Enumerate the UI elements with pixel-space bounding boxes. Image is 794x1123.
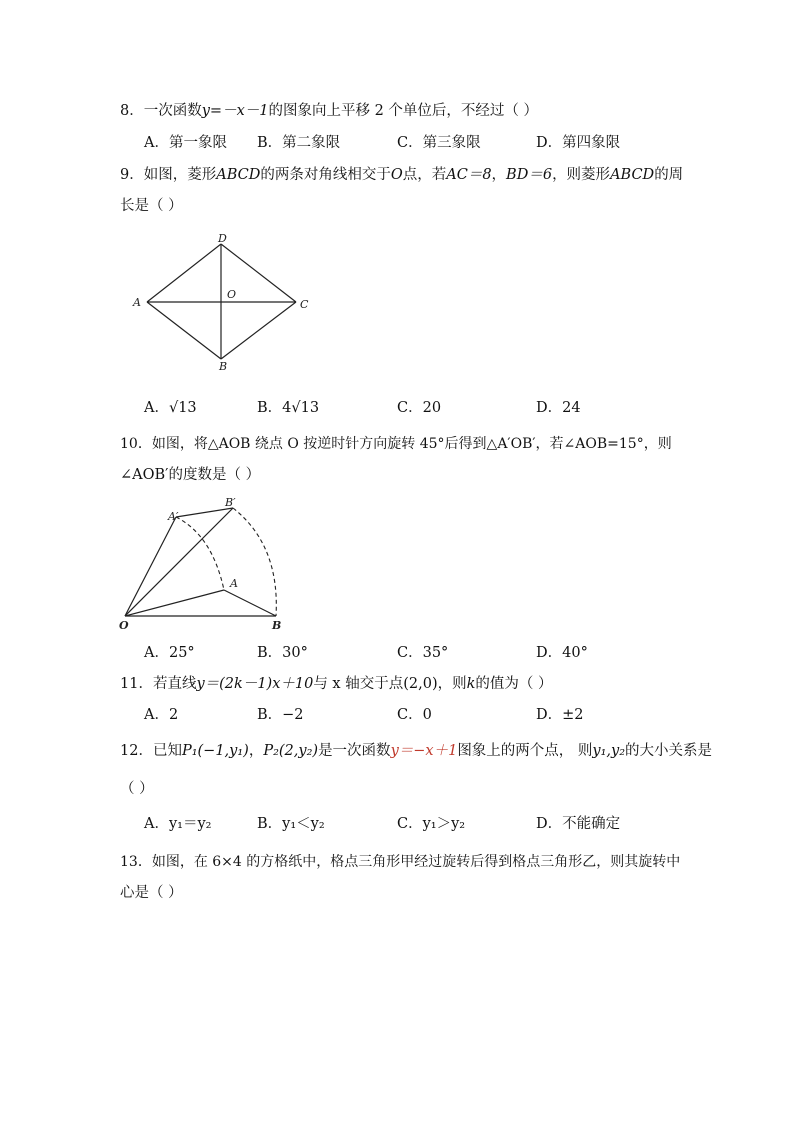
segment-oa (125, 590, 224, 616)
q10-stem-line1: 10．如图，将△AOB 绕点 O 按逆时针方向旋转 45°后得到△A′OB′，若∠AOB=15°，则 (120, 436, 672, 452)
label-b-prime: B′ (225, 496, 236, 509)
q9-stem-line1: 9．如图，菱形ABCD的两条对角线相交于O点，若AC＝8，BD＝6，则菱形ABCD的周 (120, 167, 684, 183)
q9-option-d: D．24 (536, 400, 581, 416)
label-a: A (133, 296, 141, 309)
q11-option-b: B．−2 (257, 707, 304, 723)
q9-option-b: B．4√13 (257, 400, 320, 416)
q11-option-a: A．2 (144, 707, 179, 723)
q10-option-d: D．40° (536, 645, 588, 661)
q9-option-a: A．√13 (144, 400, 197, 416)
q11-stem: 11．若直线y＝(2k－1)x＋10与 x 轴交于点(2,0)，则k的值为（ ） (120, 676, 553, 692)
label-b: B (272, 619, 282, 632)
q11-option-d: D．±2 (536, 707, 584, 723)
q12-option-d: D．不能确定 (536, 816, 621, 832)
q12-option-a: A．y₁＝y₂ (144, 816, 212, 832)
rhombus-side-ad (147, 244, 221, 302)
q9-stem-line2: 长是（ ） (120, 198, 183, 214)
q13-stem-line1: 13．如图，在 6×4 的方格纸中，格点三角形甲经过旋转后得到格点三角形乙，则其旋转中 (120, 854, 681, 870)
q8-option-b: B．第二象限 (257, 135, 341, 151)
segment-ob1 (125, 508, 233, 616)
segment-ab (224, 590, 276, 616)
label-b: B (219, 360, 228, 373)
q8-option-d: D．第四象限 (536, 135, 621, 151)
q12-option-c: C．y₁＞y₂ (397, 816, 466, 832)
segment-oa1 (125, 517, 176, 616)
q8-option-c: C．第三象限 (397, 135, 481, 151)
label-d: D (218, 232, 227, 245)
q10-option-b: B．30° (257, 645, 308, 661)
q10-option-c: C．35° (397, 645, 449, 661)
rhombus-side-cb (221, 302, 296, 359)
q12-stem-line1: 12．已知P₁(−1,y₁)，P₂(2,y₂)是一次函数y＝−x＋1图象上的两个点， 则y₁,y₂的大小关系是 (120, 743, 713, 759)
label-a: A (230, 577, 238, 590)
q12-stem-line2: （ ） (120, 781, 154, 797)
label-o: O (227, 288, 237, 301)
q9-option-c: C．20 (397, 400, 442, 416)
label-a-prime: A′ (168, 510, 179, 523)
q8-stem: 8．一次函数y=－x－1的图象向上平移 2 个单位后，不经过（ ） (120, 103, 539, 119)
q12-option-b: B．y₁＜y₂ (257, 816, 325, 832)
label-c: C (300, 298, 309, 311)
rhombus-figure (125, 228, 325, 378)
arc-b-b1 (233, 508, 276, 616)
q11-option-c: C．0 (397, 707, 432, 723)
arc-a-a1 (176, 517, 224, 590)
rhombus-side-ba (147, 302, 221, 359)
q10-stem-line2: ∠AOB′的度数是（ ） (120, 467, 261, 483)
q10-option-a: A．25° (144, 645, 195, 661)
q13-stem-line2: 心是（ ） (120, 885, 183, 901)
label-o: O (119, 619, 129, 632)
q8-option-a: A．第一象限 (144, 135, 227, 151)
rotation-figure (112, 490, 312, 635)
segment-a1b1 (176, 508, 233, 517)
